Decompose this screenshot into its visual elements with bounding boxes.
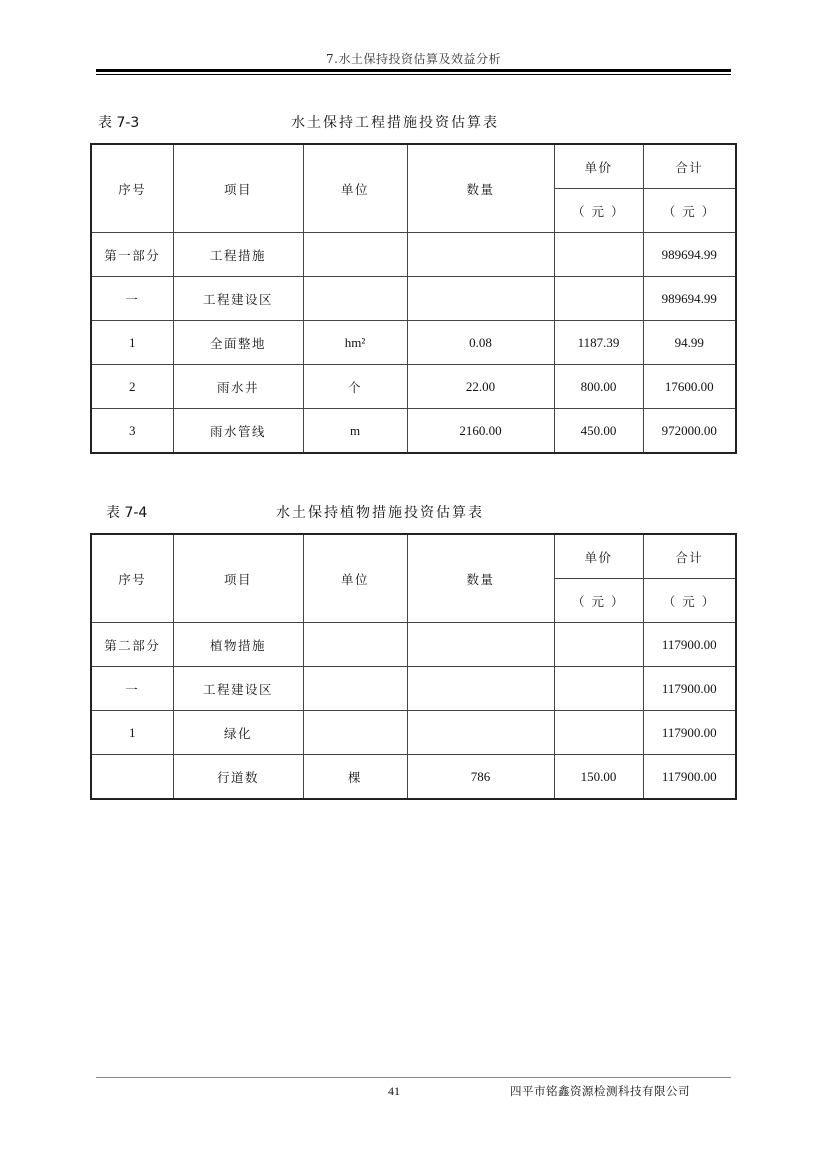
- cell-unit: hm²: [303, 321, 407, 365]
- cell-seq: [91, 755, 173, 800]
- table-row: [91, 365, 736, 409]
- table-7-3-caption: [0, 112, 827, 132]
- cell-seq: 第二部分: [91, 623, 173, 667]
- cell-seq: 第一部分: [91, 233, 173, 277]
- cell-unit-price: 450.00: [554, 409, 643, 454]
- cell-item: 全面整地: [173, 321, 303, 365]
- table-title: 水土保持植物措施投资估算表: [276, 505, 484, 521]
- table-title: 水土保持工程措施投资估算表: [291, 115, 499, 131]
- header-unit-price-currency: （ 元 ）: [554, 579, 643, 623]
- cell-seq: 3: [91, 409, 173, 454]
- header-unit: 单位: [303, 144, 407, 233]
- cell-item: 工程建设区: [173, 667, 303, 711]
- header-rule-thin: [96, 74, 731, 75]
- cell-unit-price: [554, 233, 643, 277]
- header-row: [91, 144, 736, 189]
- table-7-4-caption: [0, 502, 827, 522]
- table-row: [91, 233, 736, 277]
- cell-unit-price: 150.00: [554, 755, 643, 800]
- page-number: 41: [388, 1084, 400, 1098]
- cell-seq: 一: [91, 277, 173, 321]
- cell-total: 117900.00: [643, 711, 736, 755]
- cell-total: 94.99: [643, 321, 736, 365]
- running-head: 7.水土保持投资估算及效益分析: [326, 52, 501, 66]
- cell-unit-price: [554, 667, 643, 711]
- cell-seq: 一: [91, 667, 173, 711]
- header-item: 项目: [173, 534, 303, 623]
- header-seq: 序号: [91, 534, 173, 623]
- cell-unit-price: [554, 623, 643, 667]
- cell-total: 972000.00: [643, 409, 736, 454]
- table-row: [91, 321, 736, 365]
- header-total: 合计: [643, 144, 736, 189]
- cell-item: 工程措施: [173, 233, 303, 277]
- cell-item: 植物措施: [173, 623, 303, 667]
- header-total: 合计: [643, 534, 736, 579]
- cell-unit-price: 1187.39: [554, 321, 643, 365]
- table-row: [91, 409, 736, 454]
- header-unit: 单位: [303, 534, 407, 623]
- table-number: 表 7-4: [106, 505, 148, 521]
- table-row: [91, 667, 736, 711]
- cell-seq: 1: [91, 711, 173, 755]
- header-unit-price: 单价: [554, 534, 643, 579]
- cell-quantity: [407, 233, 554, 277]
- header-total-currency: （ 元 ）: [643, 189, 736, 233]
- table-row: [91, 277, 736, 321]
- cell-unit: 个: [303, 365, 407, 409]
- cell-unit-price: [554, 277, 643, 321]
- cell-item: 雨水管线: [173, 409, 303, 454]
- company-name: 四平市铭鑫资源检测科技有限公司: [510, 1084, 690, 1098]
- cell-quantity: 786: [407, 755, 554, 800]
- table-7-3: [90, 143, 737, 454]
- cell-total: 989694.99: [643, 277, 736, 321]
- cell-total: 989694.99: [643, 233, 736, 277]
- table-7-4: [90, 533, 737, 800]
- header-row: [91, 534, 736, 579]
- cell-unit: [303, 233, 407, 277]
- cell-unit: m: [303, 409, 407, 454]
- table-row: [91, 711, 736, 755]
- cell-quantity: [407, 711, 554, 755]
- cell-total: 117900.00: [643, 667, 736, 711]
- cell-unit: [303, 623, 407, 667]
- cell-unit-price: [554, 711, 643, 755]
- cell-item: 绿化: [173, 711, 303, 755]
- header-quantity: 数量: [407, 144, 554, 233]
- cell-unit-price: 800.00: [554, 365, 643, 409]
- cell-item: 行道数: [173, 755, 303, 800]
- header-item: 项目: [173, 144, 303, 233]
- cell-quantity: [407, 667, 554, 711]
- cell-unit: [303, 667, 407, 711]
- cell-item: 工程建设区: [173, 277, 303, 321]
- cell-unit: [303, 711, 407, 755]
- cell-seq: 2: [91, 365, 173, 409]
- cell-seq: 1: [91, 321, 173, 365]
- header-unit-price: 单价: [554, 144, 643, 189]
- cell-quantity: 2160.00: [407, 409, 554, 454]
- cell-quantity: [407, 623, 554, 667]
- footer-rule: [96, 1077, 731, 1078]
- cell-quantity: 22.00: [407, 365, 554, 409]
- table-number: 表 7-3: [98, 115, 140, 131]
- cell-unit: 棵: [303, 755, 407, 800]
- header-total-currency: （ 元 ）: [643, 579, 736, 623]
- header-seq: 序号: [91, 144, 173, 233]
- table-row: [91, 755, 736, 800]
- cell-total: 117900.00: [643, 755, 736, 800]
- cell-quantity: 0.08: [407, 321, 554, 365]
- table-row: [91, 623, 736, 667]
- cell-quantity: [407, 277, 554, 321]
- cell-total: 117900.00: [643, 623, 736, 667]
- cell-unit: [303, 277, 407, 321]
- cell-total: 17600.00: [643, 365, 736, 409]
- header-quantity: 数量: [407, 534, 554, 623]
- header-rule-thick: [96, 69, 731, 72]
- header-unit-price-currency: （ 元 ）: [554, 189, 643, 233]
- cell-item: 雨水井: [173, 365, 303, 409]
